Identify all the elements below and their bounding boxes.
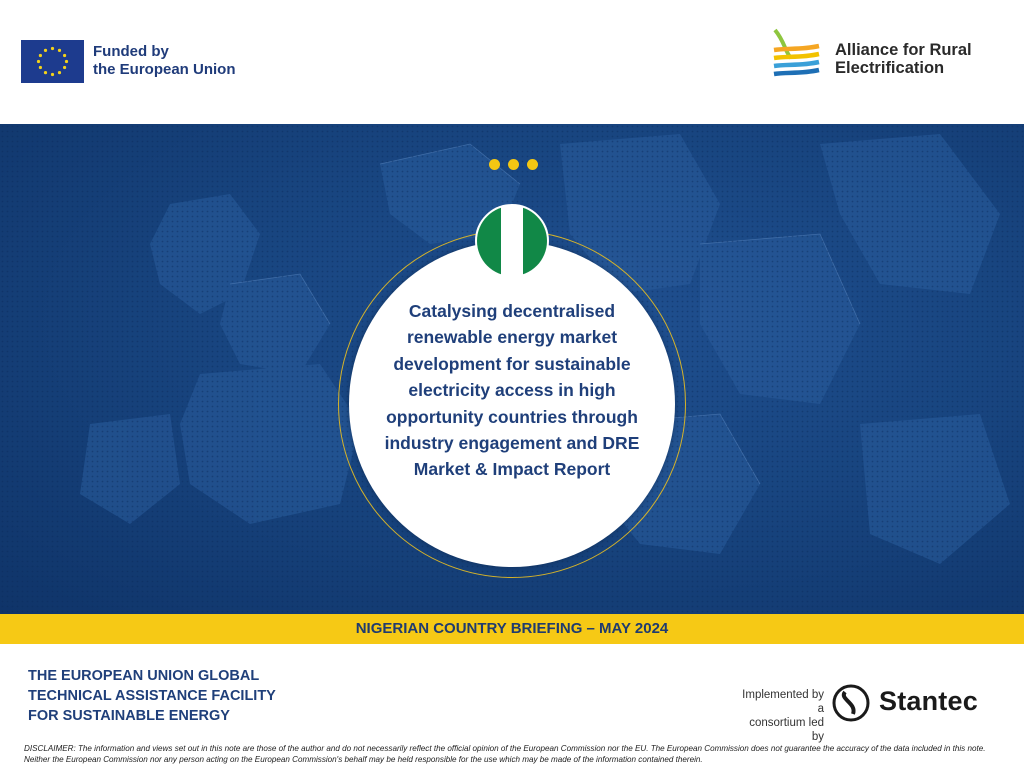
facility-title xyxy=(28,666,276,726)
dot xyxy=(508,159,519,170)
briefing-banner: NIGERIAN COUNTRY BRIEFING – MAY 2024 xyxy=(0,614,1024,644)
partner-line-2: Electrification xyxy=(835,59,945,77)
funder-line-2: the European Union xyxy=(93,61,236,78)
implemented-by-label xyxy=(740,688,824,744)
stantec-logo-icon xyxy=(831,683,871,723)
funder-line-1: Funded by xyxy=(93,43,169,60)
partner-line-1: Alliance for Rural xyxy=(835,41,972,59)
funder-label xyxy=(93,43,236,79)
facility-line-3: FOR SUSTAINABLE ENERGY xyxy=(28,708,230,724)
eu-flag-icon xyxy=(21,40,84,83)
partner-label xyxy=(835,41,972,77)
stantec-wordmark: Stantec xyxy=(879,686,978,716)
implemented-line-2: consortium led by xyxy=(749,717,824,743)
dot xyxy=(489,159,500,170)
alliance-rural-electrification-logo xyxy=(771,28,823,78)
facility-line-1: THE EUROPEAN UNION GLOBAL xyxy=(28,668,260,684)
implemented-line-1: Implemented by a xyxy=(742,689,824,715)
decorative-dots xyxy=(489,159,539,173)
facility-line-2: TECHNICAL ASSISTANCE FACILITY xyxy=(28,688,276,704)
report-headline: Catalysing decentralised renewable energy market development for sustainable electricity access in high opportunity countries through industry engagement and DRE Market & Impact Report xyxy=(384,301,640,480)
page-header xyxy=(0,0,1024,124)
dot xyxy=(527,159,538,170)
disclaimer-text: DISCLAIMER: The information and views set out in this note are those of the author and do not necessarily reflect the official opinion of the European Commission nor the EU. The European Commission does not guarantee the accuracy of the data included in this note. Neither the European Commission nor any person acting on the European Commission's behalf may be held responsible for the use which may be made of the information contained therein. xyxy=(24,744,986,764)
nigeria-flag-icon xyxy=(475,204,549,278)
